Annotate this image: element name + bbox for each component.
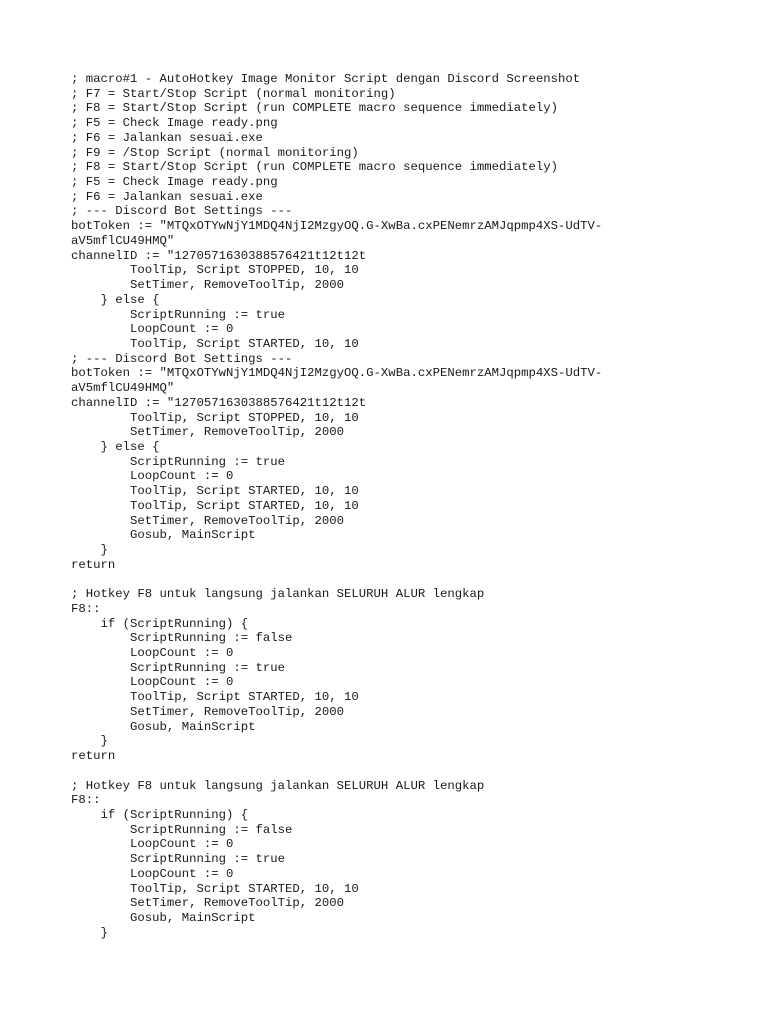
code-line: ; Hotkey F8 untuk langsung jalankan SELURUH ALUR lengkap [71,587,485,602]
code-line: ; F6 = Jalankan sesuai.exe [71,189,263,204]
code-line: ; F5 = Check Image ready.png [71,116,278,131]
code-line: if (ScriptRunning) { [71,807,249,822]
code-line: ToolTip, Script STOPPED, 10, 10 [71,410,359,425]
code-line: ScriptRunning := false [71,631,293,646]
code-line [71,764,731,779]
code-line: ToolTip, Script STARTED, 10, 10 [71,484,359,499]
code-line: ; F8 = Start/Stop Script (run COMPLETE macro sequence immediately) [71,101,559,116]
code-line: aV5mflCU49HMQ" [71,233,175,248]
code-line: LoopCount := 0 [71,866,234,881]
code-line: ScriptRunning := true [71,454,286,469]
code-line: } else { [71,292,160,307]
code-line: ScriptRunning := true [71,660,286,675]
code-line: ToolTip, Script STOPPED, 10, 10 [71,263,359,278]
code-line: ; F6 = Jalankan sesuai.exe [71,130,263,145]
code-line: ScriptRunning := true [71,852,286,867]
code-line: ScriptRunning := false [71,822,293,837]
code-line: aV5mflCU49HMQ" [71,381,175,396]
code-line: F8:: [71,793,101,808]
code-line: ToolTip, Script STARTED, 10, 10 [71,336,359,351]
code-line: return [71,749,116,764]
code-line: ; F9 = /Stop Script (normal monitoring) [71,145,359,160]
code-line: } [71,543,108,557]
script-code-block [71,72,731,940]
code-line: SetTimer, RemoveToolTip, 2000 [71,896,345,911]
code-line: } [71,734,108,749]
code-line: LoopCount := 0 [71,675,234,690]
code-line: ; --- Discord Bot Settings --- [71,204,293,219]
code-line [71,572,731,587]
code-line: return [71,557,116,572]
code-line: SetTimer, RemoveToolTip, 2000 [71,278,345,293]
code-line: if (ScriptRunning) { [71,616,249,631]
code-line: } else { [71,439,160,454]
code-line: ; Hotkey F8 untuk langsung jalankan SELURUH ALUR lengkap [71,778,485,793]
code-line: } [71,925,108,940]
code-line: LoopCount := 0 [71,322,234,337]
code-line: ScriptRunning := true [71,307,286,322]
code-line: botToken := "MTQxOTYwNjY1MDQ4NjI2MzgyOQ.G-XwBa.cxPENemrzAMJqpmp4XS-UdTV- [71,219,603,234]
code-line: F8:: [71,601,101,616]
code-line: ; macro#1 - AutoHotkey Image Monitor Script dengan Discord Screenshot [71,72,581,86]
code-line: LoopCount := 0 [71,469,234,484]
code-line: LoopCount := 0 [71,837,234,852]
code-line: SetTimer, RemoveToolTip, 2000 [71,704,345,719]
code-line: SetTimer, RemoveToolTip, 2000 [71,513,345,528]
code-line: ; F8 = Start/Stop Script (run COMPLETE macro sequence immediately) [71,160,559,175]
code-line: ; F5 = Check Image ready.png [71,175,278,190]
code-line: Gosub, MainScript [71,719,256,734]
code-line: ToolTip, Script STARTED, 10, 10 [71,498,359,513]
code-line: SetTimer, RemoveToolTip, 2000 [71,425,345,440]
code-line: channelID := "1270571630388576421t12t12t [71,248,367,263]
code-line: Gosub, MainScript [71,910,256,925]
code-line: ToolTip, Script STARTED, 10, 10 [71,690,359,705]
code-line: botToken := "MTQxOTYwNjY1MDQ4NjI2MzgyOQ.G-XwBa.cxPENemrzAMJqpmp4XS-UdTV- [71,366,603,381]
code-line: ; --- Discord Bot Settings --- [71,351,293,366]
code-line: channelID := "1270571630388576421t12t12t [71,395,367,410]
code-line: Gosub, MainScript [71,528,256,543]
code-line: ; F7 = Start/Stop Script (normal monitoring) [71,86,396,101]
code-line: ToolTip, Script STARTED, 10, 10 [71,881,359,896]
code-line: LoopCount := 0 [71,646,234,661]
